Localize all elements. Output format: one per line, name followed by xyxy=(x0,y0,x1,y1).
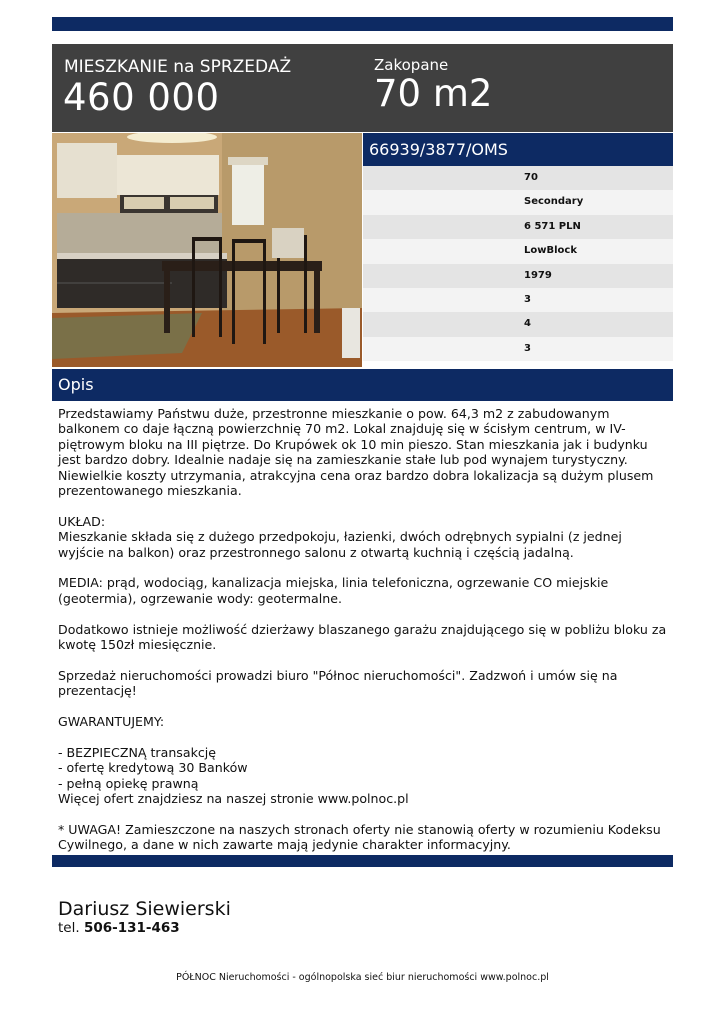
agent-phone xyxy=(58,920,180,936)
agent-name: Dariusz Siewierski xyxy=(58,898,231,920)
description-text: Przedstawiamy Państwu duże, przestronne mieszkanie o pow. 64,3 m2 z zabudowanym balkonem co daje łączną powierzchnię 70 m2. Lokal znajduję się w ścisłym centrum, w IV-piętrowym bloku na III piętrze. Do Krupówek ok 10 min pieszo. Stan mieszkania jak i budynku jest bardzo dobry. Idealnie nadaje się na zamieszkanie stałe lub pod wynajem turystyczny. Niewielkie koszty utrzymania, atrakcyjna cena oraz bardzo dobra lokalizacja są dużym plusem prezentowanego mieszkania. UKŁAD: Mieszkanie składa się z dużego przedpokoju, łazienki, dwóch odrębnych sypialni (z jednej wyjście na balkon) oraz przestronnego salonu z otwartą kuchnią i częścią jadalną. MEDIA: prąd, wodociąg, kanalizacja miejska, linia telefoniczna, ogrzewanie CO miejskie (geotermia), ogrzewanie wody: geotermalne. Dodatkowo istnieje możliwość dzierżawy blaszanego garażu znajdującego się w pobliżu bloku za kwotę 150zł miesięcznie. Sprzedaż nieruchomości prowadzi biuro "Północ nieruchomości". Zadzwoń i umów się na prezentację! GWARANTUJEMY: - BEZPIECZNĄ transakcję - ofertę kredytową 30 Banków - pełną opiekę prawną Więcej ofert znajdziesz na naszej stronie www.polnoc.pl * UWAGA! Zamieszczone na naszych stronach oferty nie stanowią oferty w rozumieniu Kodeksu Cywilnego, a dane w nich zawarte mają jedynie charakter informacyjny. xyxy=(58,406,667,853)
detail-row: LowBlock xyxy=(363,239,673,263)
detail-row: 4 xyxy=(363,312,673,336)
detail-row: Secondary xyxy=(363,190,673,214)
property-details-table xyxy=(363,166,673,361)
listing-city: Zakopane xyxy=(374,56,449,74)
detail-row: 70 xyxy=(363,166,673,190)
listing-header xyxy=(52,44,673,132)
detail-row: 3 xyxy=(363,288,673,312)
phone-label: tel. xyxy=(58,920,80,936)
listing-price: 460 000 xyxy=(63,76,220,119)
bottom-accent-bar xyxy=(52,855,673,867)
description-body xyxy=(58,406,670,853)
apartment-photo xyxy=(52,133,362,367)
detail-row: 6 571 PLN xyxy=(363,215,673,239)
description-heading: Opis xyxy=(52,369,673,401)
phone-number: 506-131-463 xyxy=(83,920,180,936)
footer-text: PÓŁNOC Nieruchomości - ogólnopolska sieć biur nieruchomości www.polnoc.pl xyxy=(176,972,549,983)
reference-number: 66939/3877/OMS xyxy=(363,133,673,166)
listing-type: MIESZKANIE na SPRZEDAŻ xyxy=(64,57,292,77)
listing-area: 70 m2 xyxy=(374,72,493,115)
top-accent-bar xyxy=(52,17,673,31)
detail-row: 3 xyxy=(363,337,673,361)
detail-row: 1979 xyxy=(363,264,673,288)
